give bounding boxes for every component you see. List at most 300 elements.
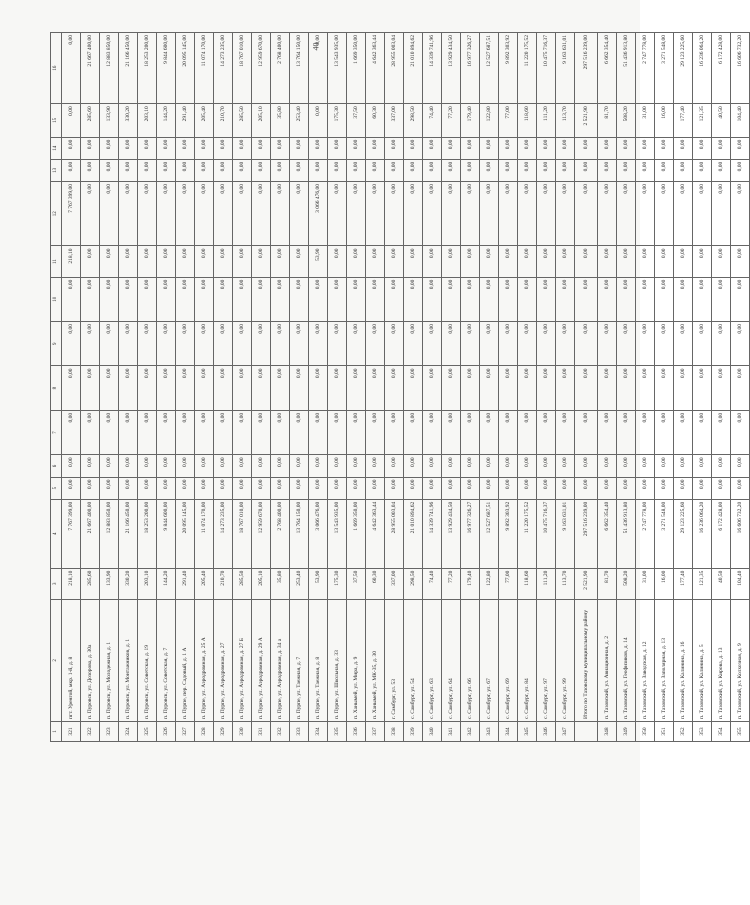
value-cell: 0,00 — [655, 455, 674, 477]
value-cell: 0,00 — [195, 277, 214, 321]
value-cell: 0,00 — [62, 322, 81, 366]
value-cell: 0,00 — [598, 137, 617, 159]
column-number-cell: 8 — [51, 366, 62, 410]
value-cell: 133,90 — [100, 104, 119, 137]
value-cell: 0,00 — [636, 477, 655, 499]
table-row — [674, 33, 693, 742]
value-cell: 0,00 — [385, 477, 404, 499]
value-cell: 0,00 — [366, 366, 385, 410]
value-cell: 0,00 — [176, 477, 195, 499]
column-number-cell: 13 — [51, 159, 62, 181]
value-cell: 0,00 — [556, 137, 575, 159]
value-cell: 21 667 400,00 — [81, 499, 100, 568]
value-cell: 0,00 — [138, 159, 157, 181]
value-cell: 20 095 145,00 — [176, 499, 195, 568]
value-cell: 81,70 — [598, 104, 617, 137]
value-cell: 0,00 — [366, 477, 385, 499]
value-cell: 0,00 — [252, 246, 271, 277]
value-cell: 0,00 — [81, 366, 100, 410]
value-cell: 285,50 — [233, 568, 252, 599]
value-cell: 0,00 — [480, 159, 499, 181]
value-cell: 0,00 — [62, 366, 81, 410]
value-cell: 0,00 — [176, 455, 195, 477]
value-cell: 0,00 — [62, 477, 81, 499]
value-cell: 0,00 — [537, 137, 556, 159]
value-cell: 210,70 — [214, 568, 233, 599]
value-cell: 0,00 — [271, 277, 290, 321]
value-cell: 0,00 — [636, 246, 655, 277]
value-cell: 111,20 — [537, 568, 556, 599]
value-cell: 0,00 — [252, 159, 271, 181]
value-cell: 0,00 — [693, 410, 712, 454]
value-cell: 0,00 — [404, 455, 423, 477]
value-cell: 0,00 — [461, 159, 480, 181]
row-number-cell: 341 — [442, 722, 461, 742]
value-cell: 0,00 — [617, 410, 636, 454]
value-cell: 0,00 — [347, 322, 366, 366]
value-cell: 0,00 — [499, 477, 518, 499]
address-cell: п. Тазовский, ул. Заполярная, д. 13 — [655, 599, 674, 721]
value-cell: 0,00 — [636, 277, 655, 321]
address-cell: п. Пуровск, ул. Советская, д. 19 — [138, 599, 157, 721]
value-cell: 35,80 — [271, 568, 290, 599]
value-cell: 16 977 326,27 — [461, 33, 480, 104]
value-cell: 53,90 — [309, 246, 328, 277]
value-cell: 2 747 778,00 — [636, 499, 655, 568]
value-cell: 0,00 — [636, 455, 655, 477]
subtotal-row — [575, 33, 598, 742]
value-cell: 0,00 — [537, 182, 556, 246]
value-cell: 0,00 — [712, 137, 731, 159]
value-cell: 205,40 — [195, 104, 214, 137]
value-cell: 13 929 434,50 — [442, 499, 461, 568]
value-cell: 0,00 — [575, 477, 598, 499]
address-cell: с. Самбург, ул. 66 — [461, 599, 480, 721]
value-cell: 0,00 — [518, 137, 537, 159]
value-cell: 0,00 — [271, 410, 290, 454]
value-cell: 37,50 — [347, 568, 366, 599]
value-cell: 4 642 363,44 — [366, 33, 385, 104]
value-cell: 0,00 — [271, 455, 290, 477]
value-cell: 0,00 — [598, 366, 617, 410]
value-cell: 0,00 — [157, 366, 176, 410]
value-cell: 0,00 — [461, 455, 480, 477]
value-cell: 0,00 — [655, 366, 674, 410]
value-cell: 0,00 — [693, 137, 712, 159]
address-cell: с. Самбург, ул. 69 — [499, 599, 518, 721]
row-number-cell: 331 — [252, 722, 271, 742]
value-cell: 0,00 — [366, 277, 385, 321]
value-cell: 0,00 — [176, 159, 195, 181]
value-cell: 0,00 — [176, 246, 195, 277]
value-cell: 0,00 — [499, 322, 518, 366]
address-cell: п. Ханымей, ул. МК-35, д. 30 — [366, 599, 385, 721]
value-cell: 0,00 — [423, 477, 442, 499]
value-cell: 0,00 — [157, 455, 176, 477]
value-cell: 0,00 — [518, 246, 537, 277]
value-cell: 0,00 — [100, 366, 119, 410]
value-cell: 0,00 — [556, 455, 575, 477]
value-cell: 13 543 935,00 — [328, 499, 347, 568]
value-cell: 0,00 — [176, 366, 195, 410]
table-row — [138, 33, 157, 742]
value-cell: 0,00 — [617, 322, 636, 366]
value-cell: 0,00 — [309, 137, 328, 159]
address-cell: п. Тазовский, ул. Кирова, д. 13 — [712, 599, 731, 721]
value-cell: 81,70 — [598, 568, 617, 599]
value-cell: 0,00 — [518, 182, 537, 246]
value-cell: 0,00 — [655, 322, 674, 366]
value-cell: 0,00 — [233, 182, 252, 246]
value-cell: 0,00 — [499, 277, 518, 321]
value-cell: 0,00 — [518, 410, 537, 454]
address-cell: с. Самбург, ул. 84 — [518, 599, 537, 721]
value-cell: 0,00 — [176, 137, 195, 159]
value-cell: 0,00 — [81, 277, 100, 321]
value-cell: 0,00 — [499, 410, 518, 454]
value-cell: 9 844 600,00 — [157, 33, 176, 104]
value-cell: 122,80 — [480, 104, 499, 137]
value-cell: 9 892 303,92 — [499, 33, 518, 104]
column-number-cell: 12 — [51, 182, 62, 246]
value-cell: 0,00 — [461, 366, 480, 410]
value-cell: 298,50 — [404, 104, 423, 137]
value-cell: 0,00 — [195, 455, 214, 477]
page-number: 40 — [311, 42, 321, 51]
table-row — [366, 33, 385, 742]
value-cell: 0,00 — [309, 33, 328, 104]
value-cell: 0,00 — [157, 246, 176, 277]
value-cell: 0,00 — [271, 322, 290, 366]
value-cell: 0,00 — [674, 366, 693, 410]
row-number-cell: 337 — [366, 722, 385, 742]
value-cell: 0,00 — [233, 137, 252, 159]
column-number-cell: 5 — [51, 477, 62, 499]
value-cell: 0,00 — [480, 322, 499, 366]
value-cell: 2 768 400,00 — [271, 33, 290, 104]
table-row — [617, 33, 636, 742]
row-number-cell: 347 — [556, 722, 575, 742]
value-cell: 0,00 — [731, 137, 750, 159]
value-cell: 175,30 — [328, 104, 347, 137]
value-cell: 113,70 — [556, 568, 575, 599]
value-cell: 0,00 — [157, 182, 176, 246]
value-cell: 0,00 — [404, 246, 423, 277]
value-cell: 0,00 — [693, 455, 712, 477]
value-cell: 0,00 — [252, 322, 271, 366]
value-cell: 0,00 — [157, 159, 176, 181]
value-cell: 0,00 — [731, 277, 750, 321]
row-number-cell: 355 — [731, 722, 750, 742]
value-cell: 0,00 — [461, 277, 480, 321]
value-cell: 0,00 — [328, 137, 347, 159]
table-row — [655, 33, 674, 742]
value-cell: 0,00 — [100, 159, 119, 181]
row-number-cell: 333 — [290, 722, 309, 742]
value-cell: 0,00 — [480, 477, 499, 499]
value-cell: 16 236 064,20 — [693, 499, 712, 568]
value-cell: 0,00 — [157, 322, 176, 366]
value-cell: 0,00 — [290, 322, 309, 366]
value-cell: 0,00 — [636, 182, 655, 246]
value-cell: 0,00 — [499, 159, 518, 181]
value-cell: 6 662 354,40 — [598, 33, 617, 104]
value-cell: 0,00 — [556, 410, 575, 454]
value-cell: 51 436 913,80 — [617, 499, 636, 568]
table-row — [480, 33, 499, 742]
column-number-cell: 7 — [51, 410, 62, 454]
value-cell: 0,00 — [674, 246, 693, 277]
value-cell: 3 066 476,00 — [309, 499, 328, 568]
value-cell: 133,90 — [100, 568, 119, 599]
value-cell: 0,00 — [347, 477, 366, 499]
value-cell: 0,00 — [119, 277, 138, 321]
value-cell: 0,00 — [499, 455, 518, 477]
value-cell: 0,00 — [537, 277, 556, 321]
value-cell: 12 527 687,51 — [480, 499, 499, 568]
value-cell: 0,00 — [617, 477, 636, 499]
value-cell: 0,00 — [290, 159, 309, 181]
value-cell: 0,00 — [442, 159, 461, 181]
value-cell: 0,00 — [176, 277, 195, 321]
address-cell: п. Пурпе, ул. Аэродромная, д. 27 Б — [233, 599, 252, 721]
value-cell: 0,00 — [693, 246, 712, 277]
value-cell: 0,00 — [214, 182, 233, 246]
value-cell: 0,00 — [138, 410, 157, 454]
value-cell: 0,00 — [404, 277, 423, 321]
value-cell: 0,00 — [423, 410, 442, 454]
value-cell: 0,00 — [693, 322, 712, 366]
value-cell: 0,00 — [347, 137, 366, 159]
value-cell: 0,00 — [62, 277, 81, 321]
value-cell: 218,10 — [62, 246, 81, 277]
value-cell: 13 764 150,00 — [290, 33, 309, 104]
column-number-cell: 15 — [51, 104, 62, 137]
value-cell: 0,00 — [537, 410, 556, 454]
value-cell: 0,00 — [100, 410, 119, 454]
table-row — [233, 33, 252, 742]
value-cell: 0,00 — [62, 159, 81, 181]
value-cell: 0,00 — [233, 455, 252, 477]
value-cell: 144,20 — [157, 568, 176, 599]
value-cell: 35,80 — [271, 104, 290, 137]
table-row — [176, 33, 195, 742]
row-number-cell: 354 — [712, 722, 731, 742]
value-cell: 0,00 — [100, 137, 119, 159]
value-cell: 0,00 — [442, 322, 461, 366]
table-row — [81, 33, 100, 742]
value-cell: 0,00 — [138, 322, 157, 366]
value-cell: 0,00 — [442, 182, 461, 246]
value-cell: 21 010 894,62 — [404, 499, 423, 568]
column-number-cell: 1 — [51, 722, 62, 742]
table-row — [271, 33, 290, 742]
value-cell: 77,00 — [499, 568, 518, 599]
row-number-cell: 346 — [537, 722, 556, 742]
address-cell: п. Пурпе, ул. Школьная, д. 33 — [328, 599, 347, 721]
value-cell: 0,00 — [328, 455, 347, 477]
value-cell: 0,00 — [195, 477, 214, 499]
value-cell: 51 436 913,80 — [617, 33, 636, 104]
value-cell: 0,00 — [731, 182, 750, 246]
value-cell: 0,00 — [138, 477, 157, 499]
value-cell: 0,00 — [556, 159, 575, 181]
value-cell: 0,00 — [712, 159, 731, 181]
value-cell: 0,00 — [480, 366, 499, 410]
value-cell: 0,00 — [328, 410, 347, 454]
value-cell: 0,00 — [556, 366, 575, 410]
value-cell: 0,00 — [537, 322, 556, 366]
value-cell: 0,00 — [461, 182, 480, 246]
value-cell: 77,00 — [499, 104, 518, 137]
value-cell: 0,00 — [423, 159, 442, 181]
table-row — [556, 33, 575, 742]
value-cell: 21 166 450,00 — [119, 33, 138, 104]
value-cell: 9 163 631,01 — [556, 33, 575, 104]
value-cell: 0,00 — [674, 277, 693, 321]
address-cell: п. Пурпе, ул. Таежная, д. 8 — [309, 599, 328, 721]
value-cell: 0,00 — [214, 366, 233, 410]
address-cell: с. Самбург, ул. 54 — [404, 599, 423, 721]
value-cell: 0,00 — [81, 137, 100, 159]
value-cell: 330,20 — [119, 568, 138, 599]
value-cell: 0,00 — [214, 410, 233, 454]
address-cell: п. Тазовский, ул. Калинина, д. 5 — [693, 599, 712, 721]
value-cell: 7 767 399,00 — [62, 182, 81, 246]
value-cell: 0,00 — [271, 477, 290, 499]
value-cell: 0,00 — [461, 410, 480, 454]
value-cell: 0,00 — [731, 455, 750, 477]
address-cell: с. Самбург, ул. 99 — [556, 599, 575, 721]
value-cell: 0,00 — [693, 477, 712, 499]
table-row — [328, 33, 347, 742]
value-cell: 203,10 — [138, 568, 157, 599]
value-cell: 0,00 — [731, 322, 750, 366]
address-cell: п. Тазовский, ул. Геофизиков, д. 14 — [617, 599, 636, 721]
value-cell: 0,00 — [328, 277, 347, 321]
value-cell: 508,20 — [617, 104, 636, 137]
address-cell: п. Пуровск, ул. Монтажников, д. 1 — [119, 599, 138, 721]
value-cell: 0,00 — [100, 182, 119, 246]
value-cell: 0,00 — [252, 477, 271, 499]
value-cell: 0,00 — [404, 366, 423, 410]
address-cell: с. Самбург, ул. 67 — [480, 599, 499, 721]
value-cell: 0,00 — [233, 477, 252, 499]
value-cell: 0,00 — [309, 104, 328, 137]
value-cell: 0,00 — [442, 366, 461, 410]
value-cell: 0,00 — [271, 366, 290, 410]
value-cell: 9 892 303,92 — [499, 499, 518, 568]
row-number-cell: 343 — [480, 722, 499, 742]
column-number-cell: 16 — [51, 33, 62, 104]
value-cell: 13 929 434,50 — [442, 33, 461, 104]
value-cell: 0,00 — [252, 366, 271, 410]
value-cell: 0,00 — [119, 322, 138, 366]
address-cell: п. Пурпе, пер. Садовый, д. 1 А — [176, 599, 195, 721]
value-cell: 0,00 — [442, 246, 461, 277]
value-cell: 40,50 — [712, 568, 731, 599]
row-number-cell: 332 — [271, 722, 290, 742]
value-cell: 3 271 548,00 — [655, 499, 674, 568]
value-cell: 0,00 — [617, 366, 636, 410]
value-cell: 21 667 400,00 — [81, 33, 100, 104]
value-cell: 0,00 — [100, 322, 119, 366]
address-cell: п. Пуровск, ул. Дозорова, д. 30а — [81, 599, 100, 721]
value-cell: 0,00 — [309, 159, 328, 181]
value-cell: 0,00 — [655, 410, 674, 454]
value-cell: 0,00 — [157, 277, 176, 321]
table-row — [423, 33, 442, 742]
value-cell: 16,00 — [655, 104, 674, 137]
value-cell: 18 253 200,00 — [138, 499, 157, 568]
address-cell: п. Тазовский, ул. Авиационная, д. 2 — [598, 599, 617, 721]
value-cell: 0,00 — [81, 477, 100, 499]
value-cell: 0,00 — [731, 410, 750, 454]
value-cell: 0,00 — [712, 277, 731, 321]
value-cell: 0,00 — [252, 137, 271, 159]
value-cell: 0,00 — [461, 322, 480, 366]
value-cell: 0,00 — [655, 246, 674, 277]
value-cell: 14 273 235,00 — [214, 499, 233, 568]
column-number-cell: 3 — [51, 568, 62, 599]
value-cell: 0,00 — [537, 366, 556, 410]
value-cell: 0,00 — [404, 137, 423, 159]
value-cell: 0,00 — [309, 322, 328, 366]
value-cell: 53,90 — [309, 568, 328, 599]
value-cell: 0,00 — [309, 477, 328, 499]
row-number-cell: 328 — [195, 722, 214, 742]
value-cell: 0,00 — [385, 246, 404, 277]
value-cell: 0,00 — [423, 182, 442, 246]
value-cell: 0,00 — [195, 246, 214, 277]
address-cell: п. Пурпе, ул. Аэродромная, д. 34 а — [271, 599, 290, 721]
value-cell: 0,00 — [442, 455, 461, 477]
value-cell: 0,00 — [636, 159, 655, 181]
value-cell: 0,00 — [423, 246, 442, 277]
row-number-cell: 322 — [81, 722, 100, 742]
value-cell: 0,00 — [62, 455, 81, 477]
value-cell: 508,20 — [617, 568, 636, 599]
column-number-cell: 4 — [51, 499, 62, 568]
value-cell: 0,00 — [233, 410, 252, 454]
value-cell: 0,00 — [556, 182, 575, 246]
value-cell: 0,00 — [309, 455, 328, 477]
value-cell: 0,00 — [442, 477, 461, 499]
value-cell: 0,00 — [81, 322, 100, 366]
value-cell: 144,20 — [157, 104, 176, 137]
value-cell: 285,60 — [81, 568, 100, 599]
value-cell: 0,00 — [366, 322, 385, 366]
value-cell: 0,00 — [138, 366, 157, 410]
value-cell: 0,00 — [636, 137, 655, 159]
value-cell: 0,00 — [385, 182, 404, 246]
value-cell: 16 236 064,20 — [693, 33, 712, 104]
row-number-cell: 325 — [138, 722, 157, 742]
value-cell: 0,00 — [518, 366, 537, 410]
value-cell: 203,10 — [138, 104, 157, 137]
address-cell: г. Самбург, ул. 53 — [385, 599, 404, 721]
value-cell: 0,00 — [712, 455, 731, 477]
value-cell: 0,00 — [347, 159, 366, 181]
value-cell: 0,00 — [461, 246, 480, 277]
value-cell: 218,10 — [62, 568, 81, 599]
value-cell: 0,00 — [575, 159, 598, 181]
value-cell: 0,00 — [119, 410, 138, 454]
value-cell: 0,00 — [598, 322, 617, 366]
value-cell: 12 959 670,00 — [252, 33, 271, 104]
value-cell: 0,00 — [385, 410, 404, 454]
value-cell: 205,10 — [252, 104, 271, 137]
